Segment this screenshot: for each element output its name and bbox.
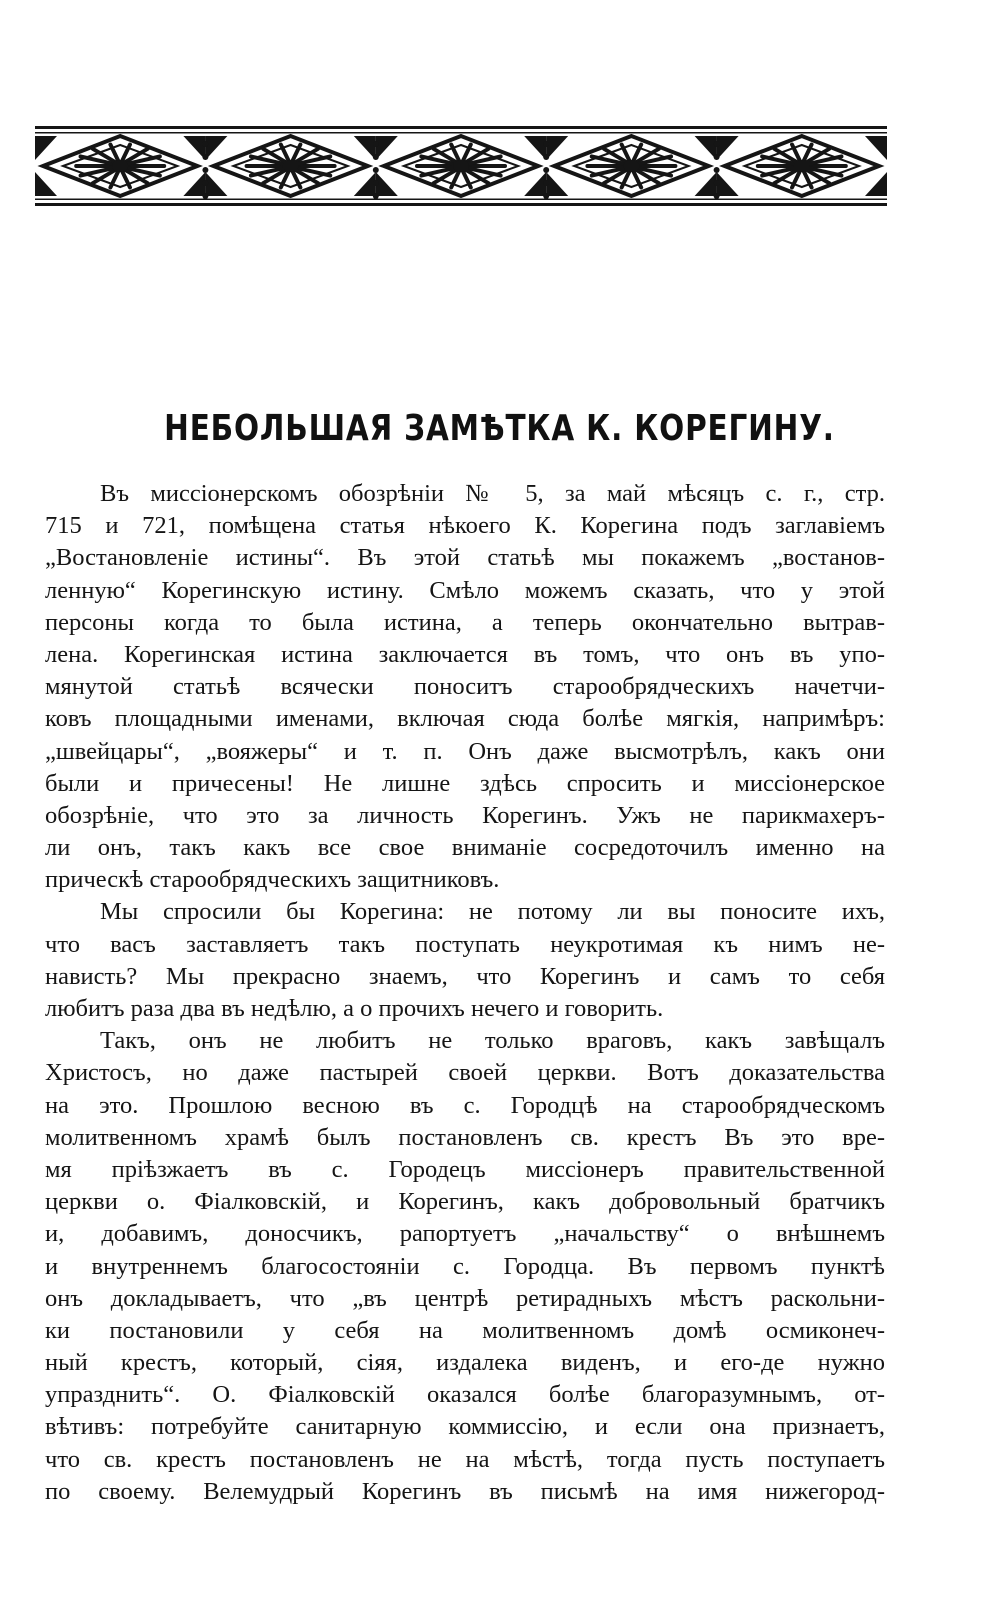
text-line: любитъ раза два въ недѣлю, а о прочихъ нечего и говорить.	[45, 995, 664, 1022]
text-line: по своему. Велемудрый Корегинъ въ письмѣ на имя нижегород-	[45, 1477, 885, 1505]
text-line: ленную“ Корегинскую истину. Смѣло можемъ сказать, что у этой	[45, 576, 885, 604]
text-line: что васъ заставляетъ такъ поступать неукротимая къ нимъ не-	[45, 930, 885, 958]
text-line: упразднить“. О. Фіалковскій оказался болѣе благоразумнымъ, от-	[45, 1381, 885, 1409]
text-line: на это. Прошлою весною въ с. Городцѣ на старообрядческомъ	[45, 1091, 885, 1119]
text-line: что св. крестъ постановленъ не на мѣстѣ, тогда пусть поступаетъ	[45, 1445, 885, 1473]
text-line: ный крестъ, который, сіяя, издалека виденъ, и его-де нужно	[45, 1349, 885, 1377]
text-line: вѣтивъ: потребуйте санитарную коммиссію, и если она признаетъ,	[45, 1413, 885, 1441]
text-line: ковъ площадными именами, включая сюда болѣе мягкія, напримѣръ:	[45, 705, 885, 733]
text-line: Мы спросили бы Корегина: не потому ли вы поносите ихъ,	[100, 898, 885, 926]
text-line: нависть? Мы прекрасно знаемъ, что Корегинъ и самъ то себя	[45, 962, 885, 990]
ornament-band-icon	[35, 126, 887, 206]
text-line: лена. Корегинская истина заключается въ томъ, что онъ въ упо-	[45, 640, 885, 668]
text-line: церкви о. Фіалковскій, и Корегинъ, какъ добровольный братчикъ	[45, 1188, 885, 1216]
text-line: и внутреннемъ благосостояніи с. Городца. Въ первомъ пунктѣ	[45, 1252, 885, 1280]
text-line: обозрѣніе, что это за личность Корегинъ. Ужъ не парикмахеръ-	[45, 801, 885, 829]
text-line: онъ докладываетъ, что „въ центрѣ ретирадныхъ мѣстъ раскольни-	[45, 1284, 885, 1312]
article-body	[45, 478, 885, 1508]
text-line: 715 и 721, помѣщена статья нѣкоего К. Корегина подъ заглавіемъ	[45, 512, 885, 540]
text-line: ли онъ, такъ какъ все свое вниманіе сосредоточилъ именно на	[45, 834, 885, 862]
text-line: прическѣ старообрядческихъ защитниковъ.	[45, 866, 500, 894]
text-line: Въ миссіонерскомъ обозрѣніи № 5, за май мѣсяцъ с. г., стр.	[100, 480, 885, 507]
text-line: мя пріѣзжаетъ въ с. Городецъ миссіонеръ правительственной	[45, 1155, 885, 1183]
text-line: мянутой статьѣ всячески поноситъ старообрядческихъ начетчи-	[45, 673, 885, 701]
text-line: ки постановили у себя на молитвенномъ домѣ осмиконеч-	[45, 1316, 885, 1344]
text-line: „швейцары“, „вояжеры“ и т. п. Онъ даже высмотрѣлъ, какъ они	[45, 737, 885, 765]
text-line: персоны когда то была истина, а теперь окончательно вытрав-	[45, 608, 885, 636]
text-line: и, добавимъ, доносчикъ, рапортуетъ „начальству“ о внѣшнемъ	[45, 1220, 885, 1248]
text-line: Христосъ, но даже пастырей своей церкви. Вотъ доказательства	[45, 1059, 885, 1087]
text-line: „Востановленіе истины“. Въ этой статьѣ мы покажемъ „востанов-	[45, 544, 885, 572]
article-title: НЕБОЛЬШАЯ ЗАМѢТКА К. КОРЕГИНУ.	[164, 408, 835, 449]
text-line: Такъ, онъ не любитъ не только враговъ, какъ завѣщалъ	[100, 1027, 885, 1055]
text-line: были и причесены! Не лишне здѣсь спросить и миссіонерское	[45, 769, 885, 797]
text-line: молитвенномъ храмѣ былъ постановленъ св. крестъ Въ это вре-	[45, 1123, 885, 1151]
